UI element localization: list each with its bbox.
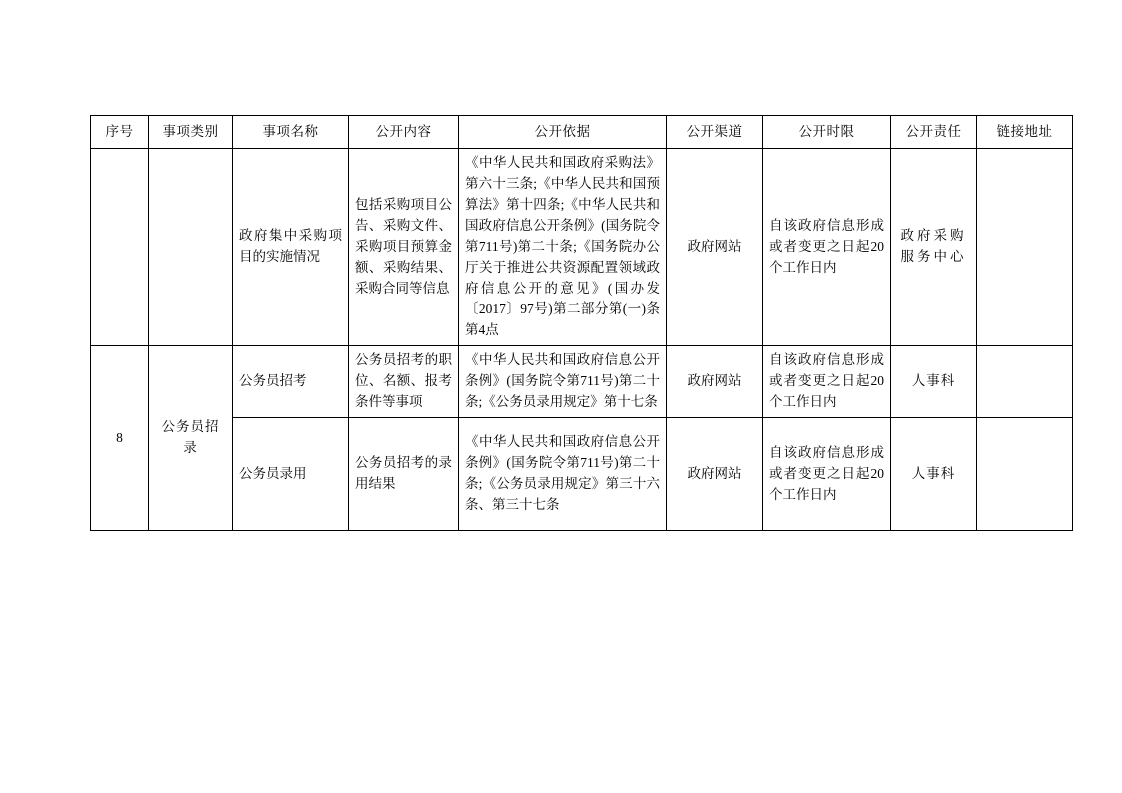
header-name: 事项名称	[233, 116, 349, 149]
header-basis: 公开依据	[459, 116, 667, 149]
cell-name-row1: 政府集中采购项目的实施情况	[233, 149, 349, 346]
cell-seq-row2: 8	[91, 346, 149, 531]
header-link: 链接地址	[977, 116, 1073, 149]
table-row	[91, 149, 1073, 346]
header-channel: 公开渠道	[667, 116, 763, 149]
cell-channel-row3: 政府网站	[667, 418, 763, 531]
table-row	[91, 418, 1073, 531]
cell-content-row3: 公务员招考的录用结果	[349, 418, 459, 531]
disclosure-table-wrapper	[90, 115, 1053, 531]
cell-responsible-row3: 人事科	[891, 418, 977, 531]
cell-seq-row1	[91, 149, 149, 346]
cell-responsible-row1: 政府采购服务中心	[891, 149, 977, 346]
cell-category-row2: 公务员招录	[149, 346, 233, 531]
cell-channel-row2: 政府网站	[667, 346, 763, 418]
cell-deadline-row3: 自该政府信息形成或者变更之日起20个工作日内	[763, 418, 891, 531]
cell-link-row2	[977, 346, 1073, 418]
table-row	[91, 346, 1073, 418]
header-responsible: 公开责任	[891, 116, 977, 149]
table-header-row	[91, 116, 1073, 149]
header-content: 公开内容	[349, 116, 459, 149]
header-deadline: 公开时限	[763, 116, 891, 149]
cell-responsible-row2: 人事科	[891, 346, 977, 418]
cell-content-row1: 包括采购项目公告、采购文件、采购项目预算金额、采购结果、采购合同等信息	[349, 149, 459, 346]
cell-name-row2: 公务员招考	[233, 346, 349, 418]
cell-content-row2: 公务员招考的职位、名额、报考条件等事项	[349, 346, 459, 418]
cell-deadline-row2: 自该政府信息形成或者变更之日起20个工作日内	[763, 346, 891, 418]
header-seq: 序号	[91, 116, 149, 149]
cell-channel-row1: 政府网站	[667, 149, 763, 346]
cell-deadline-row1: 自该政府信息形成或者变更之日起20个工作日内	[763, 149, 891, 346]
cell-basis-row2: 《中华人民共和国政府信息公开条例》(国务院令第711号)第二十条;《公务员录用规定》第十七条	[459, 346, 667, 418]
header-category: 事项类别	[149, 116, 233, 149]
cell-link-row3	[977, 418, 1073, 531]
cell-category-row1	[149, 149, 233, 346]
cell-basis-row1: 《中华人民共和国政府采购法》第六十三条;《中华人民共和国预算法》第十四条;《中华人民共和国政府信息公开条例》(国务院令第711号)第二十条;《国务院办公厅关于推进公共资源配置领域政府信息公开的意见》(国办发〔2017〕97号)第二部分第(一)条第4点	[459, 149, 667, 346]
cell-link-row1	[977, 149, 1073, 346]
cell-basis-row3: 《中华人民共和国政府信息公开条例》(国务院令第711号)第二十条;《公务员录用规定》第三十六条、第三十七条	[459, 418, 667, 531]
disclosure-table	[90, 115, 1073, 531]
cell-name-row3: 公务员录用	[233, 418, 349, 531]
